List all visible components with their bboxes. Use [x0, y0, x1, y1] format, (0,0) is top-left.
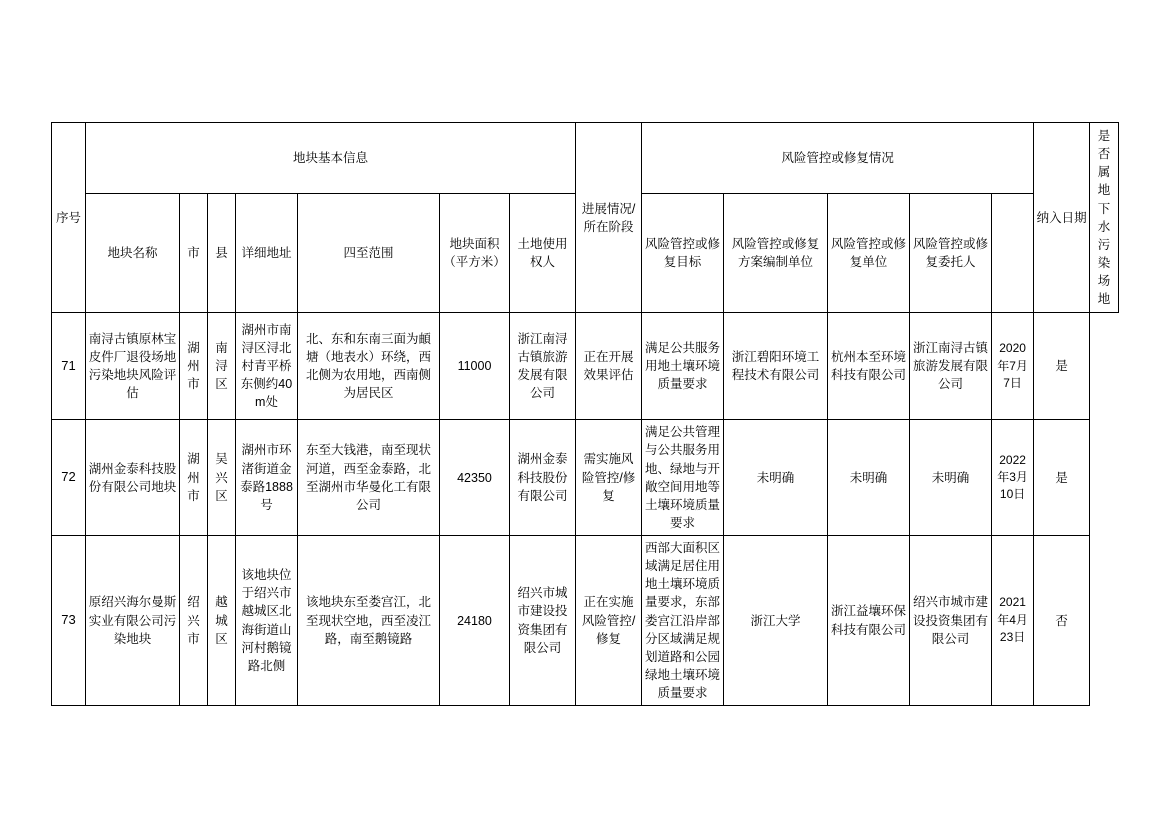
- header-include-date: 纳入日期: [1034, 123, 1090, 313]
- table-row: [52, 313, 1119, 420]
- header-group-risk-control: 风险管控或修复情况: [642, 123, 1034, 194]
- cell-entrust-person: 浙江南浔古镇旅游发展有限公司: [910, 313, 992, 420]
- table-body: [52, 313, 1119, 706]
- header-county: 县: [208, 194, 236, 313]
- cell-include-date: 2022年3月10日: [992, 420, 1034, 536]
- cell-range: 该地块东至娄宫江，北至现状空地，西至凌江路，南至鹅镜路: [298, 536, 440, 706]
- header-plan-unit: 风险管控或修复方案编制单位: [724, 194, 828, 313]
- cell-goal: 满足公共服务用地土壤环境质量要求: [642, 313, 724, 420]
- cell-county: 南浔区: [208, 313, 236, 420]
- header-owner: 土地使用权人: [510, 194, 576, 313]
- header-address: 详细地址: [236, 194, 298, 313]
- cell-groundwater: 是: [1034, 313, 1090, 420]
- cell-area: 42350: [440, 420, 510, 536]
- cell-groundwater: 是: [1034, 420, 1090, 536]
- cell-area: 11000: [440, 313, 510, 420]
- header-area: 地块面积（平方米）: [440, 194, 510, 313]
- table-header-row-groups: [52, 123, 1119, 194]
- cell-goal: 满足公共管理与公共服务用地、绿地与开敞空间用地等土壤环境质量要求: [642, 420, 724, 536]
- cell-repair-unit: 杭州本至环境科技有限公司: [828, 313, 910, 420]
- cell-include-date: 2020年7月7日: [992, 313, 1034, 420]
- cell-stage: 需实施风险管控/修复: [576, 420, 642, 536]
- cell-stage: 正在实施风险管控/修复: [576, 536, 642, 706]
- cell-address: 湖州市南浔区浔北村青平桥东侧约40m处: [236, 313, 298, 420]
- cell-area: 24180: [440, 536, 510, 706]
- cell-owner: 绍兴市城市建设投资集团有限公司: [510, 536, 576, 706]
- header-repair-unit: 风险管控或修复单位: [828, 194, 910, 313]
- header-seq: 序号: [52, 123, 86, 313]
- cell-seq: 71: [52, 313, 86, 420]
- header-site-name: 地块名称: [86, 194, 180, 313]
- contaminated-sites-table-wrapper: [51, 122, 1119, 706]
- header-city: 市: [180, 194, 208, 313]
- header-stage: 进展情况/所在阶段: [576, 123, 642, 313]
- cell-include-date: 2021年4月23日: [992, 536, 1034, 706]
- cell-address: 该地块位于绍兴市越城区北海街道山河村鹅镜路北侧: [236, 536, 298, 706]
- cell-entrust-person: 绍兴市城市建设投资集团有限公司: [910, 536, 992, 706]
- cell-plan-unit: 未明确: [724, 420, 828, 536]
- cell-owner: 浙江南浔古镇旅游发展有限公司: [510, 313, 576, 420]
- cell-range: 北、东和东南三面为頔塘（地表水）环绕，西北侧为农用地，西南侧为居民区: [298, 313, 440, 420]
- cell-city: 湖州市: [180, 313, 208, 420]
- cell-plan-unit: 浙江碧阳环境工程技术有限公司: [724, 313, 828, 420]
- cell-entrust-person: 未明确: [910, 420, 992, 536]
- cell-city: 湖州市: [180, 420, 208, 536]
- cell-site-name: 南浔古镇原林宝皮件厂退役场地污染地块风险评估: [86, 313, 180, 420]
- cell-city: 绍兴市: [180, 536, 208, 706]
- cell-plan-unit: 浙江大学: [724, 536, 828, 706]
- cell-county: 越城区: [208, 536, 236, 706]
- header-range: 四至范围: [298, 194, 440, 313]
- table-header: [52, 123, 1119, 313]
- cell-seq: 72: [52, 420, 86, 536]
- header-group-basic-info: 地块基本信息: [86, 123, 576, 194]
- cell-site-name: 原绍兴海尔曼斯实业有限公司污染地块: [86, 536, 180, 706]
- cell-county: 吴兴区: [208, 420, 236, 536]
- table-row: [52, 420, 1119, 536]
- cell-owner: 湖州金泰科技股份有限公司: [510, 420, 576, 536]
- table-row: [52, 536, 1119, 706]
- cell-site-name: 湖州金泰科技股份有限公司地块: [86, 420, 180, 536]
- header-groundwater: 是否属地下水污染场地: [1090, 123, 1119, 313]
- contaminated-sites-table: [51, 122, 1119, 706]
- header-goal: 风险管控或修复目标: [642, 194, 724, 313]
- cell-stage: 正在开展效果评估: [576, 313, 642, 420]
- header-entrust-person: 风险管控或修复委托人: [910, 194, 992, 313]
- cell-goal: 西部大面积区域满足居住用地土壤环境质量要求，东部娄宫江沿岸部分区域满足规划道路和公园绿地土壤环境质量要求: [642, 536, 724, 706]
- cell-address: 湖州市环渚街道金泰路1888号: [236, 420, 298, 536]
- cell-repair-unit: 未明确: [828, 420, 910, 536]
- cell-seq: 73: [52, 536, 86, 706]
- cell-groundwater: 否: [1034, 536, 1090, 706]
- cell-range: 东至大钱港，南至现状河道，西至金泰路，北至湖州市华曼化工有限公司: [298, 420, 440, 536]
- cell-repair-unit: 浙江益壤环保科技有限公司: [828, 536, 910, 706]
